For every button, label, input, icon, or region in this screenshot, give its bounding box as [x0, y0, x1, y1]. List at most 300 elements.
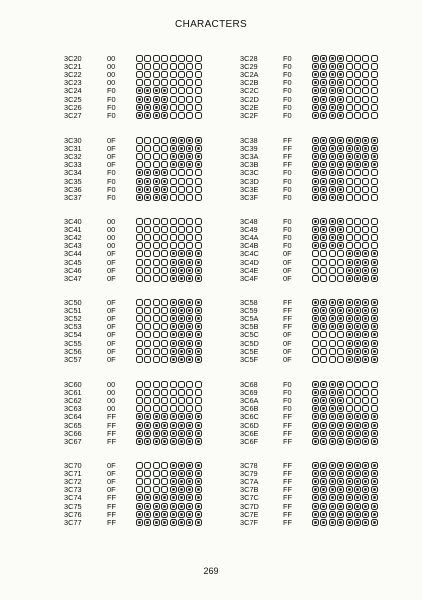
pixel-on	[354, 348, 361, 355]
pixel-off	[144, 389, 151, 396]
character-row	[64, 486, 214, 494]
pixel-on	[195, 438, 202, 445]
address-label: 3C67	[64, 436, 82, 446]
address-label: 3C2A	[240, 70, 259, 80]
pixel-on	[337, 389, 344, 396]
pixel-off	[362, 71, 369, 78]
pixel-on	[362, 511, 369, 518]
pixel-on	[354, 299, 361, 306]
hex-value: F0	[107, 192, 116, 202]
address-label: 3C55	[64, 338, 82, 348]
pixel-on	[337, 153, 344, 160]
address-label: 3C68	[240, 380, 258, 389]
pixel-on	[195, 462, 202, 469]
character-row	[240, 169, 390, 177]
character-row	[64, 315, 214, 323]
pixel-on	[178, 137, 185, 144]
pixel-on	[153, 430, 160, 437]
hex-value: FF	[283, 477, 293, 487]
hex-value: FF	[283, 469, 293, 479]
pixel-on	[371, 438, 378, 445]
pixel-on	[337, 104, 344, 111]
pixel-on	[161, 178, 168, 185]
pixel-off	[320, 275, 327, 282]
pixel-off	[371, 218, 378, 225]
address-label: 3C46	[64, 265, 82, 275]
pixel-on	[354, 438, 361, 445]
pixel-on	[178, 331, 185, 338]
address-label: 3C33	[64, 160, 82, 170]
pixel-on	[144, 519, 151, 526]
pixel-on	[354, 486, 361, 493]
character-row	[64, 259, 214, 267]
address-label: 3C36	[64, 184, 82, 194]
pixel-off	[144, 137, 151, 144]
pixel-on	[153, 494, 160, 501]
pixel-on	[312, 169, 319, 176]
pixel-off	[186, 178, 193, 185]
pixel-off	[195, 87, 202, 94]
hex-value: F0	[107, 184, 116, 194]
pixel-on	[312, 63, 319, 70]
pixel-on	[329, 79, 336, 86]
pixel-on	[337, 186, 344, 193]
pixel-off	[195, 178, 202, 185]
pixel-on	[178, 323, 185, 330]
pixel-on	[195, 145, 202, 152]
pixel-on	[195, 430, 202, 437]
pixel-off	[136, 275, 143, 282]
pixel-on	[362, 340, 369, 347]
pixel-on	[312, 71, 319, 78]
pixel-on	[371, 161, 378, 168]
hex-value: 0F	[107, 152, 116, 162]
pixel-on	[320, 87, 327, 94]
pixel-on	[312, 422, 319, 429]
pixel-on	[186, 511, 193, 518]
pixel-on	[329, 438, 336, 445]
pixel-off	[186, 234, 193, 241]
hex-value: 0F	[107, 144, 116, 154]
pixel-on	[144, 186, 151, 193]
pixel-off	[170, 79, 177, 86]
pixel-off	[136, 161, 143, 168]
pixel-on	[329, 478, 336, 485]
pixel-on	[346, 519, 353, 526]
pixel-on	[312, 397, 319, 404]
pixel-off	[153, 161, 160, 168]
pixel-off	[144, 348, 151, 355]
pixel-on	[354, 259, 361, 266]
pixel-on	[312, 178, 319, 185]
pixel-on	[320, 218, 327, 225]
address-label: 3C52	[64, 314, 82, 324]
pixel-off	[362, 381, 369, 388]
hex-value: 00	[107, 233, 116, 243]
address-label: 3C7B	[240, 485, 259, 495]
pixel-on	[195, 486, 202, 493]
pixel-on	[153, 422, 160, 429]
pixel-off	[136, 145, 143, 152]
character-row	[64, 112, 214, 120]
pixel-on	[170, 267, 177, 274]
pixel-on	[354, 137, 361, 144]
hex-value: FF	[107, 412, 117, 422]
pixel-on	[320, 438, 327, 445]
pixel-off	[371, 112, 378, 119]
pixel-on	[329, 315, 336, 322]
pixel-off	[195, 397, 202, 404]
pixel-on	[312, 79, 319, 86]
pixel-off	[153, 478, 160, 485]
hex-value: 0F	[107, 346, 116, 356]
pixel-off	[312, 331, 319, 338]
pixel-off	[161, 250, 168, 257]
pixel-off	[153, 153, 160, 160]
pixel-on	[329, 71, 336, 78]
pixel-on	[161, 413, 168, 420]
pixel-on	[178, 422, 185, 429]
address-label: 3C4B	[240, 241, 259, 251]
pixel-off	[144, 267, 151, 274]
pixel-on	[337, 234, 344, 241]
pixel-off	[136, 259, 143, 266]
pixel-off	[346, 397, 353, 404]
hex-value: FF	[283, 144, 293, 154]
pixel-off	[337, 340, 344, 347]
address-label: 3C3C	[240, 168, 259, 178]
pixel-off	[153, 234, 160, 241]
pixel-off	[161, 242, 168, 249]
pixel-off	[371, 79, 378, 86]
pixel-on	[329, 242, 336, 249]
pixel-on	[320, 503, 327, 510]
pixel-on	[312, 323, 319, 330]
address-label: 3C77	[64, 517, 82, 527]
address-label: 3C40	[64, 217, 82, 226]
pixel-on	[170, 462, 177, 469]
pixel-off	[346, 194, 353, 201]
pixel-on	[312, 55, 319, 62]
pixel-off	[371, 55, 378, 62]
pixel-off	[371, 389, 378, 396]
pixel-on	[346, 462, 353, 469]
pixel-on	[170, 413, 177, 420]
hex-value: 0F	[107, 354, 116, 364]
pixel-on	[195, 161, 202, 168]
pixel-on	[354, 422, 361, 429]
pixel-on	[337, 218, 344, 225]
pixel-on	[320, 470, 327, 477]
character-block	[240, 137, 390, 202]
pixel-on	[178, 519, 185, 526]
pixel-off	[161, 153, 168, 160]
pixel-off	[161, 405, 168, 412]
pixel-on	[170, 430, 177, 437]
character-row	[64, 104, 214, 112]
character-row	[240, 519, 390, 527]
pixel-on	[329, 137, 336, 144]
pixel-on	[337, 323, 344, 330]
character-row	[64, 340, 214, 348]
address-label: 3C73	[64, 485, 82, 495]
character-row	[240, 315, 390, 323]
pixel-on	[362, 486, 369, 493]
hex-value: FF	[107, 517, 117, 527]
hex-value: 0F	[107, 322, 116, 332]
address-label: 3C2B	[240, 78, 259, 88]
pixel-on	[362, 323, 369, 330]
pixel-on	[346, 340, 353, 347]
pixel-on	[354, 413, 361, 420]
pixel-on	[337, 478, 344, 485]
character-row	[240, 226, 390, 234]
address-label: 3C38	[240, 136, 258, 145]
pixel-off	[362, 397, 369, 404]
pixel-on	[320, 226, 327, 233]
pixel-off	[371, 63, 378, 70]
pixel-off	[153, 307, 160, 314]
pixel-on	[354, 315, 361, 322]
hex-value: 0F	[107, 273, 116, 283]
address-label: 3C56	[64, 346, 82, 356]
pixel-off	[153, 323, 160, 330]
pixel-on	[170, 422, 177, 429]
hex-value: F0	[107, 168, 116, 178]
hex-value: 0F	[107, 160, 116, 170]
pixel-on	[320, 186, 327, 193]
hex-value: FF	[283, 152, 293, 162]
page-number: 269	[203, 566, 219, 576]
pixel-off	[195, 96, 202, 103]
pixel-off	[337, 275, 344, 282]
pixel-off	[337, 267, 344, 274]
character-row	[240, 389, 390, 397]
pixel-on	[195, 299, 202, 306]
pixel-off	[178, 79, 185, 86]
pixel-on	[178, 307, 185, 314]
pixel-on	[195, 323, 202, 330]
pixel-off	[144, 486, 151, 493]
pixel-on	[320, 71, 327, 78]
address-label: 3C62	[64, 396, 82, 406]
pixel-on	[337, 511, 344, 518]
pixel-on	[337, 226, 344, 233]
pixel-on	[144, 194, 151, 201]
pixel-off	[136, 267, 143, 274]
pixel-on	[144, 87, 151, 94]
pixel-on	[371, 462, 378, 469]
character-row	[64, 96, 214, 104]
pixel-on	[320, 307, 327, 314]
pixel-on	[371, 503, 378, 510]
pixel-on	[346, 348, 353, 355]
pixel-on	[329, 519, 336, 526]
pixel-off	[153, 275, 160, 282]
pixel-off	[170, 63, 177, 70]
pixel-on	[354, 323, 361, 330]
address-label: 3C31	[64, 144, 82, 154]
pixel-off	[186, 71, 193, 78]
pixel-off	[153, 397, 160, 404]
character-row	[240, 87, 390, 95]
pixel-on	[329, 511, 336, 518]
pixel-on	[329, 486, 336, 493]
pixel-off	[329, 348, 336, 355]
pixel-off	[170, 234, 177, 241]
pixel-off	[153, 137, 160, 144]
address-label: 3C3F	[240, 192, 259, 202]
pixel-on	[136, 96, 143, 103]
hex-value: FF	[283, 517, 293, 527]
character-row	[240, 478, 390, 486]
pixel-on	[186, 422, 193, 429]
hex-value: F0	[283, 110, 292, 120]
character-row	[64, 470, 214, 478]
pixel-on	[371, 422, 378, 429]
pixel-off	[354, 79, 361, 86]
pixel-on	[312, 470, 319, 477]
character-row	[240, 63, 390, 71]
pixel-off	[170, 104, 177, 111]
pixel-off	[178, 55, 185, 62]
pixel-on	[320, 315, 327, 322]
pixel-off	[136, 389, 143, 396]
pixel-off	[136, 478, 143, 485]
pixel-off	[195, 389, 202, 396]
hex-value: 0F	[107, 265, 116, 275]
character-row	[240, 55, 390, 63]
pixel-on	[170, 356, 177, 363]
pixel-on	[161, 430, 168, 437]
pixel-on	[312, 315, 319, 322]
character-row	[64, 218, 214, 226]
pixel-on	[186, 267, 193, 274]
pixel-off	[312, 267, 319, 274]
pixel-on	[362, 519, 369, 526]
address-label: 3C4C	[240, 249, 259, 259]
pixel-on	[337, 55, 344, 62]
pixel-on	[320, 112, 327, 119]
address-label: 3C61	[64, 388, 82, 398]
pixel-on	[178, 145, 185, 152]
pixel-off	[362, 79, 369, 86]
pixel-off	[136, 153, 143, 160]
address-label: 3C7F	[240, 517, 259, 527]
character-block	[240, 218, 390, 283]
pixel-off	[153, 331, 160, 338]
pixel-on	[346, 494, 353, 501]
hex-value: 0F	[107, 338, 116, 348]
hex-value: F0	[283, 102, 292, 112]
hex-value: FF	[283, 461, 293, 470]
hex-value: 0F	[107, 257, 116, 267]
pixel-on	[329, 234, 336, 241]
hex-value: F0	[107, 176, 116, 186]
pixel-on	[186, 519, 193, 526]
pixel-off	[195, 169, 202, 176]
pixel-on	[346, 323, 353, 330]
pixel-on	[337, 422, 344, 429]
pixel-off	[337, 331, 344, 338]
pixel-off	[186, 55, 193, 62]
pixel-on	[337, 79, 344, 86]
pixel-off	[144, 226, 151, 233]
pixel-on	[170, 331, 177, 338]
pixel-on	[329, 430, 336, 437]
address-label: 3C53	[64, 322, 82, 332]
character-row	[64, 348, 214, 356]
hex-value: 0F	[107, 306, 116, 316]
pixel-off	[178, 104, 185, 111]
pixel-on	[195, 275, 202, 282]
pixel-off	[186, 381, 193, 388]
pixel-off	[144, 356, 151, 363]
pixel-on	[320, 104, 327, 111]
hex-value: 0F	[107, 249, 116, 259]
hex-value: 00	[107, 404, 116, 414]
pixel-off	[161, 226, 168, 233]
pixel-on	[362, 413, 369, 420]
character-row	[64, 405, 214, 413]
pixel-off	[362, 242, 369, 249]
pixel-on	[362, 438, 369, 445]
pixel-off	[346, 234, 353, 241]
pixel-on	[195, 478, 202, 485]
pixel-on	[337, 299, 344, 306]
pixel-off	[371, 226, 378, 233]
hex-value: FF	[107, 493, 117, 503]
pixel-off	[186, 218, 193, 225]
pixel-off	[312, 259, 319, 266]
character-row	[240, 71, 390, 79]
character-row	[64, 438, 214, 446]
pixel-off	[186, 405, 193, 412]
address-label: 3C34	[64, 168, 82, 178]
pixel-off	[312, 356, 319, 363]
pixel-on	[329, 422, 336, 429]
pixel-on	[337, 438, 344, 445]
hex-value: FF	[283, 420, 293, 430]
pixel-on	[371, 519, 378, 526]
pixel-off	[161, 79, 168, 86]
pixel-on	[362, 503, 369, 510]
pixel-off	[354, 234, 361, 241]
pixel-on	[337, 112, 344, 119]
hex-value: FF	[283, 509, 293, 519]
pixel-on	[371, 348, 378, 355]
hex-value: FF	[283, 298, 293, 307]
pixel-on	[346, 413, 353, 420]
address-label: 3C4F	[240, 273, 259, 283]
hex-value: 0F	[107, 461, 116, 470]
pixel-off	[354, 405, 361, 412]
pixel-on	[178, 470, 185, 477]
pixel-on	[170, 340, 177, 347]
pixel-off	[371, 186, 378, 193]
pixel-on	[136, 194, 143, 201]
character-row	[64, 63, 214, 71]
pixel-off	[161, 63, 168, 70]
pixel-on	[178, 348, 185, 355]
character-row	[240, 137, 390, 145]
address-label: 3C24	[64, 86, 82, 96]
pixel-off	[170, 218, 177, 225]
hex-value: F0	[283, 78, 292, 88]
pixel-on	[329, 462, 336, 469]
pixel-on	[312, 226, 319, 233]
pixel-on	[320, 422, 327, 429]
